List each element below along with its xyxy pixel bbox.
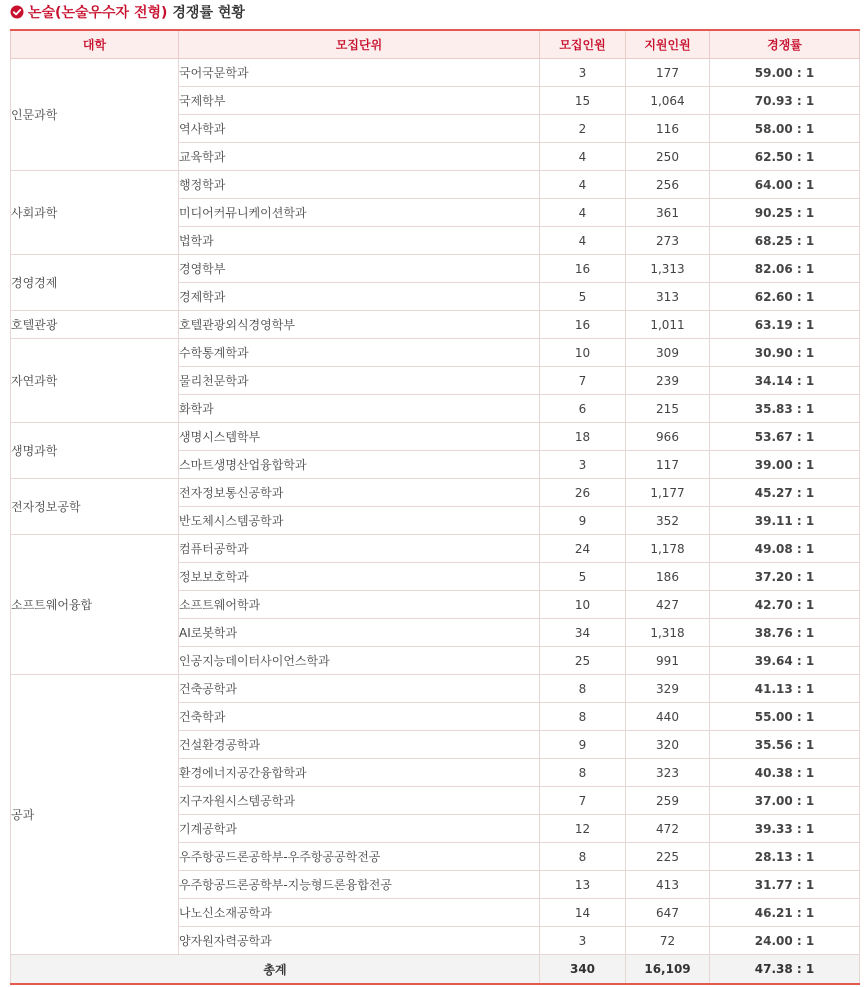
department-cell: 스마트생명산업융합학과 xyxy=(179,451,540,479)
header-rate: 경쟁률 xyxy=(710,30,860,59)
total-rate: 47.38 : 1 xyxy=(710,955,860,985)
applicants-cell: 413 xyxy=(626,871,710,899)
quota-cell: 8 xyxy=(540,703,626,731)
department-cell: 경영학부 xyxy=(179,255,540,283)
department-cell: 건축학과 xyxy=(179,703,540,731)
department-cell: 호텔관광외식경영학부 xyxy=(179,311,540,339)
table-row xyxy=(11,675,860,703)
department-cell: AI로봇학과 xyxy=(179,619,540,647)
applicants-cell: 647 xyxy=(626,899,710,927)
quota-cell: 24 xyxy=(540,535,626,563)
applicants-cell: 309 xyxy=(626,339,710,367)
department-cell: 역사학과 xyxy=(179,115,540,143)
college-cell: 경영경제 xyxy=(11,255,179,311)
rate-cell: 39.64 : 1 xyxy=(710,647,860,675)
quota-cell: 7 xyxy=(540,787,626,815)
college-cell: 인문과학 xyxy=(11,59,179,171)
department-cell: 기계공학과 xyxy=(179,815,540,843)
quota-cell: 15 xyxy=(540,87,626,115)
page-title xyxy=(10,0,245,24)
department-cell: 국제학부 xyxy=(179,87,540,115)
department-cell: 인공지능데이터사이언스학과 xyxy=(179,647,540,675)
rate-cell: 40.38 : 1 xyxy=(710,759,860,787)
college-cell: 사회과학 xyxy=(11,171,179,255)
quota-cell: 3 xyxy=(540,927,626,955)
college-cell: 전자정보공학 xyxy=(11,479,179,535)
rate-cell: 34.14 : 1 xyxy=(710,367,860,395)
applicants-cell: 323 xyxy=(626,759,710,787)
department-cell: 건설환경공학과 xyxy=(179,731,540,759)
applicants-cell: 116 xyxy=(626,115,710,143)
rate-cell: 70.93 : 1 xyxy=(710,87,860,115)
rate-cell: 37.20 : 1 xyxy=(710,563,860,591)
rate-cell: 53.67 : 1 xyxy=(710,423,860,451)
check-circle-icon xyxy=(10,5,24,19)
rate-cell: 35.83 : 1 xyxy=(710,395,860,423)
rate-cell: 90.25 : 1 xyxy=(710,199,860,227)
college-cell: 자연과학 xyxy=(11,339,179,423)
quota-cell: 5 xyxy=(540,283,626,311)
applicants-cell: 361 xyxy=(626,199,710,227)
department-cell: 국어국문학과 xyxy=(179,59,540,87)
applicants-cell: 1,177 xyxy=(626,479,710,507)
rate-cell: 39.11 : 1 xyxy=(710,507,860,535)
quota-cell: 9 xyxy=(540,731,626,759)
quota-cell: 3 xyxy=(540,451,626,479)
applicants-cell: 239 xyxy=(626,367,710,395)
applicants-cell: 966 xyxy=(626,423,710,451)
page-title-text: 경쟁률 현황 xyxy=(172,5,245,21)
applicants-cell: 256 xyxy=(626,171,710,199)
header-college: 대학 xyxy=(11,30,179,59)
quota-cell: 8 xyxy=(540,843,626,871)
quota-cell: 14 xyxy=(540,899,626,927)
rate-cell: 30.90 : 1 xyxy=(710,339,860,367)
department-cell: 미디어커뮤니케이션학과 xyxy=(179,199,540,227)
quota-cell: 10 xyxy=(540,591,626,619)
quota-cell: 3 xyxy=(540,59,626,87)
college-cell: 공과 xyxy=(11,675,179,955)
department-cell: 전자정보통신공학과 xyxy=(179,479,540,507)
quota-cell: 10 xyxy=(540,339,626,367)
college-cell: 호텔관광 xyxy=(11,311,179,339)
applicants-cell: 329 xyxy=(626,675,710,703)
quota-cell: 7 xyxy=(540,367,626,395)
applicants-cell: 117 xyxy=(626,451,710,479)
quota-cell: 16 xyxy=(540,255,626,283)
rate-cell: 39.33 : 1 xyxy=(710,815,860,843)
quota-cell: 8 xyxy=(540,759,626,787)
quota-cell: 5 xyxy=(540,563,626,591)
department-cell: 양자원자력공학과 xyxy=(179,927,540,955)
table-row xyxy=(11,311,860,339)
quota-cell: 12 xyxy=(540,815,626,843)
department-cell: 경제학과 xyxy=(179,283,540,311)
applicants-cell: 273 xyxy=(626,227,710,255)
header-department: 모집단위 xyxy=(179,30,540,59)
department-cell: 정보보호학과 xyxy=(179,563,540,591)
department-cell: 물리천문학과 xyxy=(179,367,540,395)
quota-cell: 4 xyxy=(540,227,626,255)
quota-cell: 8 xyxy=(540,675,626,703)
applicants-cell: 186 xyxy=(626,563,710,591)
rate-cell: 37.00 : 1 xyxy=(710,787,860,815)
department-cell: 건축공학과 xyxy=(179,675,540,703)
applicants-cell: 352 xyxy=(626,507,710,535)
applicants-cell: 1,011 xyxy=(626,311,710,339)
quota-cell: 13 xyxy=(540,871,626,899)
rate-cell: 24.00 : 1 xyxy=(710,927,860,955)
rate-cell: 38.76 : 1 xyxy=(710,619,860,647)
rate-cell: 45.27 : 1 xyxy=(710,479,860,507)
rate-cell: 63.19 : 1 xyxy=(710,311,860,339)
header-quota: 모집인원 xyxy=(540,30,626,59)
rate-cell: 62.60 : 1 xyxy=(710,283,860,311)
total-applicants: 16,109 xyxy=(626,955,710,985)
table-row xyxy=(11,59,860,87)
page-title-category: 논술(논술우수자 전형) xyxy=(28,5,168,21)
applicants-cell: 991 xyxy=(626,647,710,675)
table-row xyxy=(11,339,860,367)
applicants-cell: 313 xyxy=(626,283,710,311)
rate-cell: 28.13 : 1 xyxy=(710,843,860,871)
applicants-cell: 472 xyxy=(626,815,710,843)
department-cell: 나노신소재공학과 xyxy=(179,899,540,927)
department-cell: 소프트웨어학과 xyxy=(179,591,540,619)
department-cell: 컴퓨터공학과 xyxy=(179,535,540,563)
department-cell: 우주항공드론공학부-우주항공공학전공 xyxy=(179,843,540,871)
rate-cell: 62.50 : 1 xyxy=(710,143,860,171)
college-cell: 소프트웨어융합 xyxy=(11,535,179,675)
quota-cell: 25 xyxy=(540,647,626,675)
department-cell: 환경에너지공간융합학과 xyxy=(179,759,540,787)
rate-cell: 58.00 : 1 xyxy=(710,115,860,143)
total-row xyxy=(11,955,860,985)
rate-cell: 64.00 : 1 xyxy=(710,171,860,199)
applicants-cell: 1,313 xyxy=(626,255,710,283)
applicants-cell: 320 xyxy=(626,731,710,759)
table-row xyxy=(11,171,860,199)
rate-cell: 35.56 : 1 xyxy=(710,731,860,759)
department-cell: 교육학과 xyxy=(179,143,540,171)
table-row xyxy=(11,423,860,451)
rate-cell: 55.00 : 1 xyxy=(710,703,860,731)
applicants-cell: 259 xyxy=(626,787,710,815)
applicants-cell: 225 xyxy=(626,843,710,871)
department-cell: 행정학과 xyxy=(179,171,540,199)
department-cell: 수학통계학과 xyxy=(179,339,540,367)
rate-cell: 59.00 : 1 xyxy=(710,59,860,87)
rate-cell: 39.00 : 1 xyxy=(710,451,860,479)
table-row xyxy=(11,479,860,507)
rate-cell: 49.08 : 1 xyxy=(710,535,860,563)
applicants-cell: 250 xyxy=(626,143,710,171)
department-cell: 법학과 xyxy=(179,227,540,255)
total-quota: 340 xyxy=(540,955,626,985)
quota-cell: 26 xyxy=(540,479,626,507)
quota-cell: 4 xyxy=(540,171,626,199)
applicants-cell: 72 xyxy=(626,927,710,955)
competition-rate-table xyxy=(10,29,860,985)
department-cell: 화학과 xyxy=(179,395,540,423)
quota-cell: 9 xyxy=(540,507,626,535)
total-label: 총계 xyxy=(11,955,540,985)
table-body xyxy=(11,59,860,955)
applicants-cell: 1,318 xyxy=(626,619,710,647)
applicants-cell: 427 xyxy=(626,591,710,619)
table-row xyxy=(11,255,860,283)
quota-cell: 16 xyxy=(540,311,626,339)
applicants-cell: 177 xyxy=(626,59,710,87)
applicants-cell: 215 xyxy=(626,395,710,423)
rate-cell: 41.13 : 1 xyxy=(710,675,860,703)
department-cell: 우주항공드론공학부-지능형드론융합전공 xyxy=(179,871,540,899)
quota-cell: 4 xyxy=(540,143,626,171)
rate-cell: 46.21 : 1 xyxy=(710,899,860,927)
rate-cell: 68.25 : 1 xyxy=(710,227,860,255)
table-row xyxy=(11,535,860,563)
rate-cell: 82.06 : 1 xyxy=(710,255,860,283)
header-applicants: 지원인원 xyxy=(626,30,710,59)
applicants-cell: 1,064 xyxy=(626,87,710,115)
table-header-row xyxy=(11,30,860,59)
department-cell: 지구자원시스템공학과 xyxy=(179,787,540,815)
rate-cell: 42.70 : 1 xyxy=(710,591,860,619)
quota-cell: 2 xyxy=(540,115,626,143)
department-cell: 생명시스템학부 xyxy=(179,423,540,451)
quota-cell: 6 xyxy=(540,395,626,423)
college-cell: 생명과학 xyxy=(11,423,179,479)
quota-cell: 18 xyxy=(540,423,626,451)
quota-cell: 34 xyxy=(540,619,626,647)
applicants-cell: 440 xyxy=(626,703,710,731)
quota-cell: 4 xyxy=(540,199,626,227)
applicants-cell: 1,178 xyxy=(626,535,710,563)
rate-cell: 31.77 : 1 xyxy=(710,871,860,899)
department-cell: 반도체시스템공학과 xyxy=(179,507,540,535)
